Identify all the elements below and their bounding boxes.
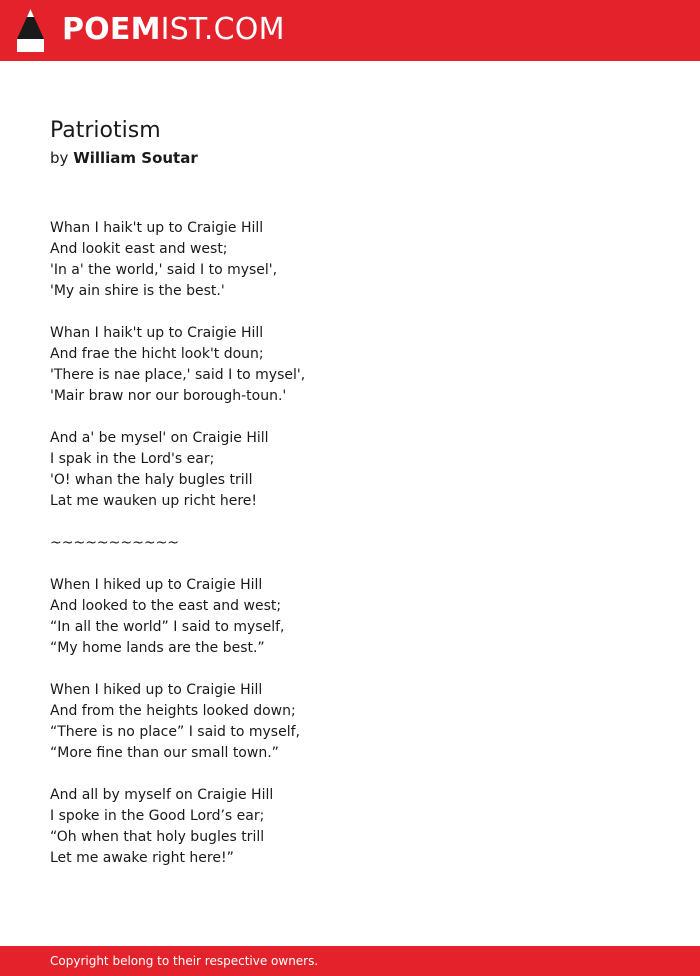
poem-line: And frae the hicht look't doun; [50, 346, 264, 362]
poem-stanza [50, 680, 650, 764]
site-header [0, 0, 700, 61]
poem-line: When I hiked up to Craigie Hill [50, 682, 263, 698]
poem-line: “More fine than our small town.” [50, 745, 279, 761]
poem-stanza [50, 575, 650, 659]
poem-line: 'Mair braw nor our borough-toun.' [50, 388, 287, 404]
poem-line: “My home lands are the best.” [50, 640, 265, 656]
copyright-text: Copyright belong to their respective owners. [50, 954, 319, 968]
poem-line: 'O! whan the haly bugles trill [50, 472, 253, 488]
poem-line: ~~~~~~~~~~~ [50, 535, 180, 551]
poem-stanza [50, 785, 650, 869]
poem-line: I spoke in the Good Lord’s ear; [50, 808, 265, 824]
poem-line: And looked to the east and west; [50, 598, 282, 614]
author-name[interactable]: William Soutar [73, 149, 198, 167]
poem-line: Whan I haik't up to Craigie Hill [50, 325, 264, 341]
poem-line: Whan I haik't up to Craigie Hill [50, 220, 264, 236]
poem-line: And all by myself on Craigie Hill [50, 787, 274, 803]
poem-line: 'In a' the world,' said I to mysel', [50, 262, 278, 278]
poem-line: “In all the world” I said to myself, [50, 619, 285, 635]
by-label: by [50, 149, 69, 167]
poem-line: “There is no place” I said to myself, [50, 724, 300, 740]
brand-bold-text: POEM [62, 12, 161, 47]
poem-line: When I hiked up to Craigie Hill [50, 577, 263, 593]
poem-content [50, 116, 650, 890]
poem-line: And a' be mysel' on Craigie Hill [50, 430, 269, 446]
byline [50, 146, 650, 170]
poem-stanza [50, 218, 650, 302]
poem-body [50, 218, 650, 869]
poem-stanza [50, 533, 650, 554]
poem-stanza [50, 428, 650, 512]
poem-line: “Oh when that holy bugles trill [50, 829, 265, 845]
poem-line: 'There is nae place,' said I to mysel', [50, 367, 306, 383]
poem-line: Let me awake right here!” [50, 850, 234, 866]
poem-line: I spak in the Lord's ear; [50, 451, 215, 467]
poem-line: 'My ain shire is the best.' [50, 283, 225, 299]
site-logo[interactable] [62, 12, 285, 48]
poem-title: Patriotism [50, 118, 161, 143]
pencil-tip-icon[interactable] [17, 9, 44, 52]
poem-line: Lat me wauken up richt here! [50, 493, 257, 509]
poem-line: And lookit east and west; [50, 241, 228, 257]
poem-line: And from the heights looked down; [50, 703, 296, 719]
site-footer [0, 946, 700, 976]
poem-stanza [50, 323, 650, 407]
brand-light-text: IST.COM [160, 12, 285, 47]
